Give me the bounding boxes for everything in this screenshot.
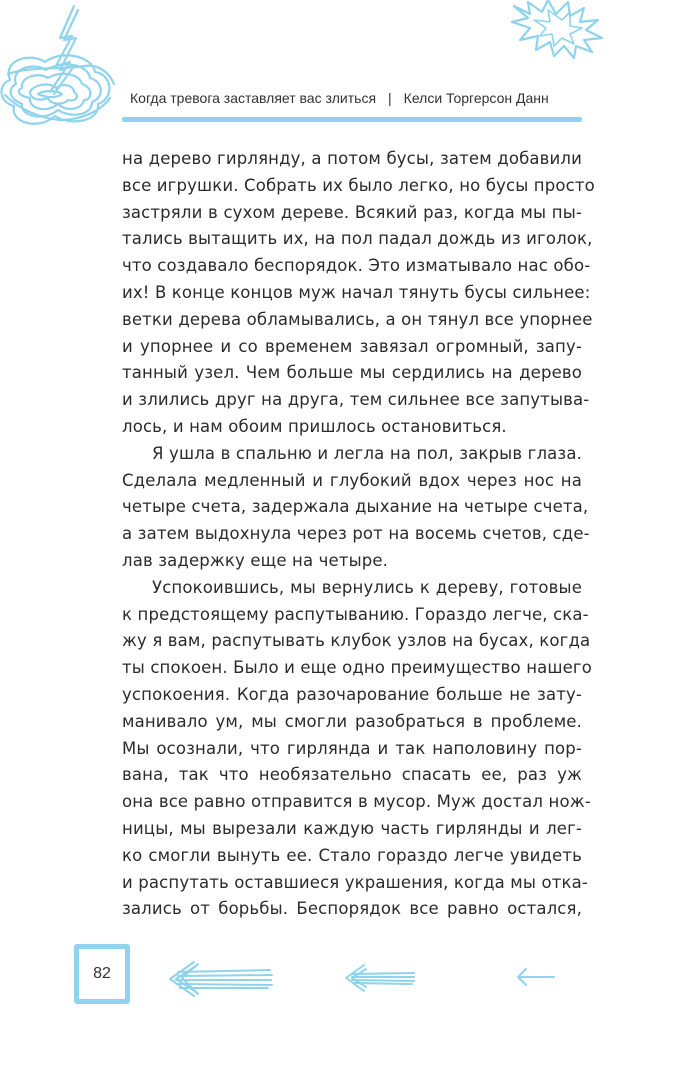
text-line: манивало ум, мы смогли разобраться в проблеме. [122,711,582,731]
header-separator: | [388,90,392,106]
text-line: и упорнее и со временем завязал огромный, запу- [122,336,582,356]
text-line: зались от борьбы. Беспорядок все равно остался, [122,899,582,919]
body-text [122,146,595,923]
text-line: застряли в сухом дереве. Всякий раз, когда мы пы- [122,202,582,222]
author-name: Келси Торгерсон Данн [403,90,549,106]
text-line: на дерево гирлянду, а потом бусы, затем добавили [122,149,582,168]
text-line: а затем выдохнула через рот на восемь счетов, сде- [122,524,590,544]
text-line: успокоения. Когда разочарование больше не зату- [122,684,582,704]
text-line: ницы, мы вырезали каждую часть гирлянды и лег- [122,818,582,838]
text-line: и распутать оставшиеся украшения, когда мы отка- [122,872,588,892]
text-line: что создавало беспорядок. Это изматывало нас обо- [122,256,591,276]
text-line: ветки дерева обламывались, а он тянул все упорнее [122,309,593,329]
text-line: вана, так что необязательно спасать ее, раз уж [122,765,582,785]
text-line: лав задержку еще на четыре. [122,550,389,570]
arrow-left-icon [168,958,274,1000]
header-rule [122,117,582,122]
text-line: тались вытащить их, на пол падал дождь из иголок, [122,229,593,249]
book-title: Когда тревога заставляет вас злиться [130,90,377,106]
text-line: ты спокоен. Было и еще одно преимущество нашего [122,658,593,678]
text-line: Мы осознали, что гирлянда и так наполовину пор- [122,738,582,758]
text-line: и злились друг на друга, тем сильнее все запутыва- [122,390,590,410]
text-line: Сделала медленный и глубокий вдох через нос на [122,470,582,490]
text-line: она все равно отправится в мусор. Муж достал нож- [122,792,591,812]
arrow-left-icon [516,966,556,988]
running-header [130,90,590,106]
text-line: танный узел. Чем больше мы сердились на дерево [122,363,582,383]
text-line: Успокоившись, мы вернулись к дереву, готовые [152,577,582,597]
text-line: ко смогли вынуть ее. Стало гораздо легче увидеть [122,845,582,865]
starburst-icon [510,0,610,60]
arrow-left-icon [344,962,416,994]
text-line: жу я вам, распутывать клубок узлов на бусах, когда [122,631,591,651]
text-line: их! В конце концов муж начал тянуть бусы сильнее: [122,282,591,302]
page-number: 82 [93,965,111,982]
text-line: лось, и нам обоим пришлось остановиться. [122,416,507,436]
lightning-scribble-icon [0,0,125,145]
text-line: Я ушла в спальню и легла на пол, закрыв глаза. [152,443,582,463]
text-line: все игрушки. Собрать их было легко, но бусы просто [122,175,595,195]
text-line: четыре счета, задержала дыхание на четыре счета, [122,497,589,517]
text-line: к предстоящему распутыванию. Гораздо легче, ска- [122,604,589,624]
